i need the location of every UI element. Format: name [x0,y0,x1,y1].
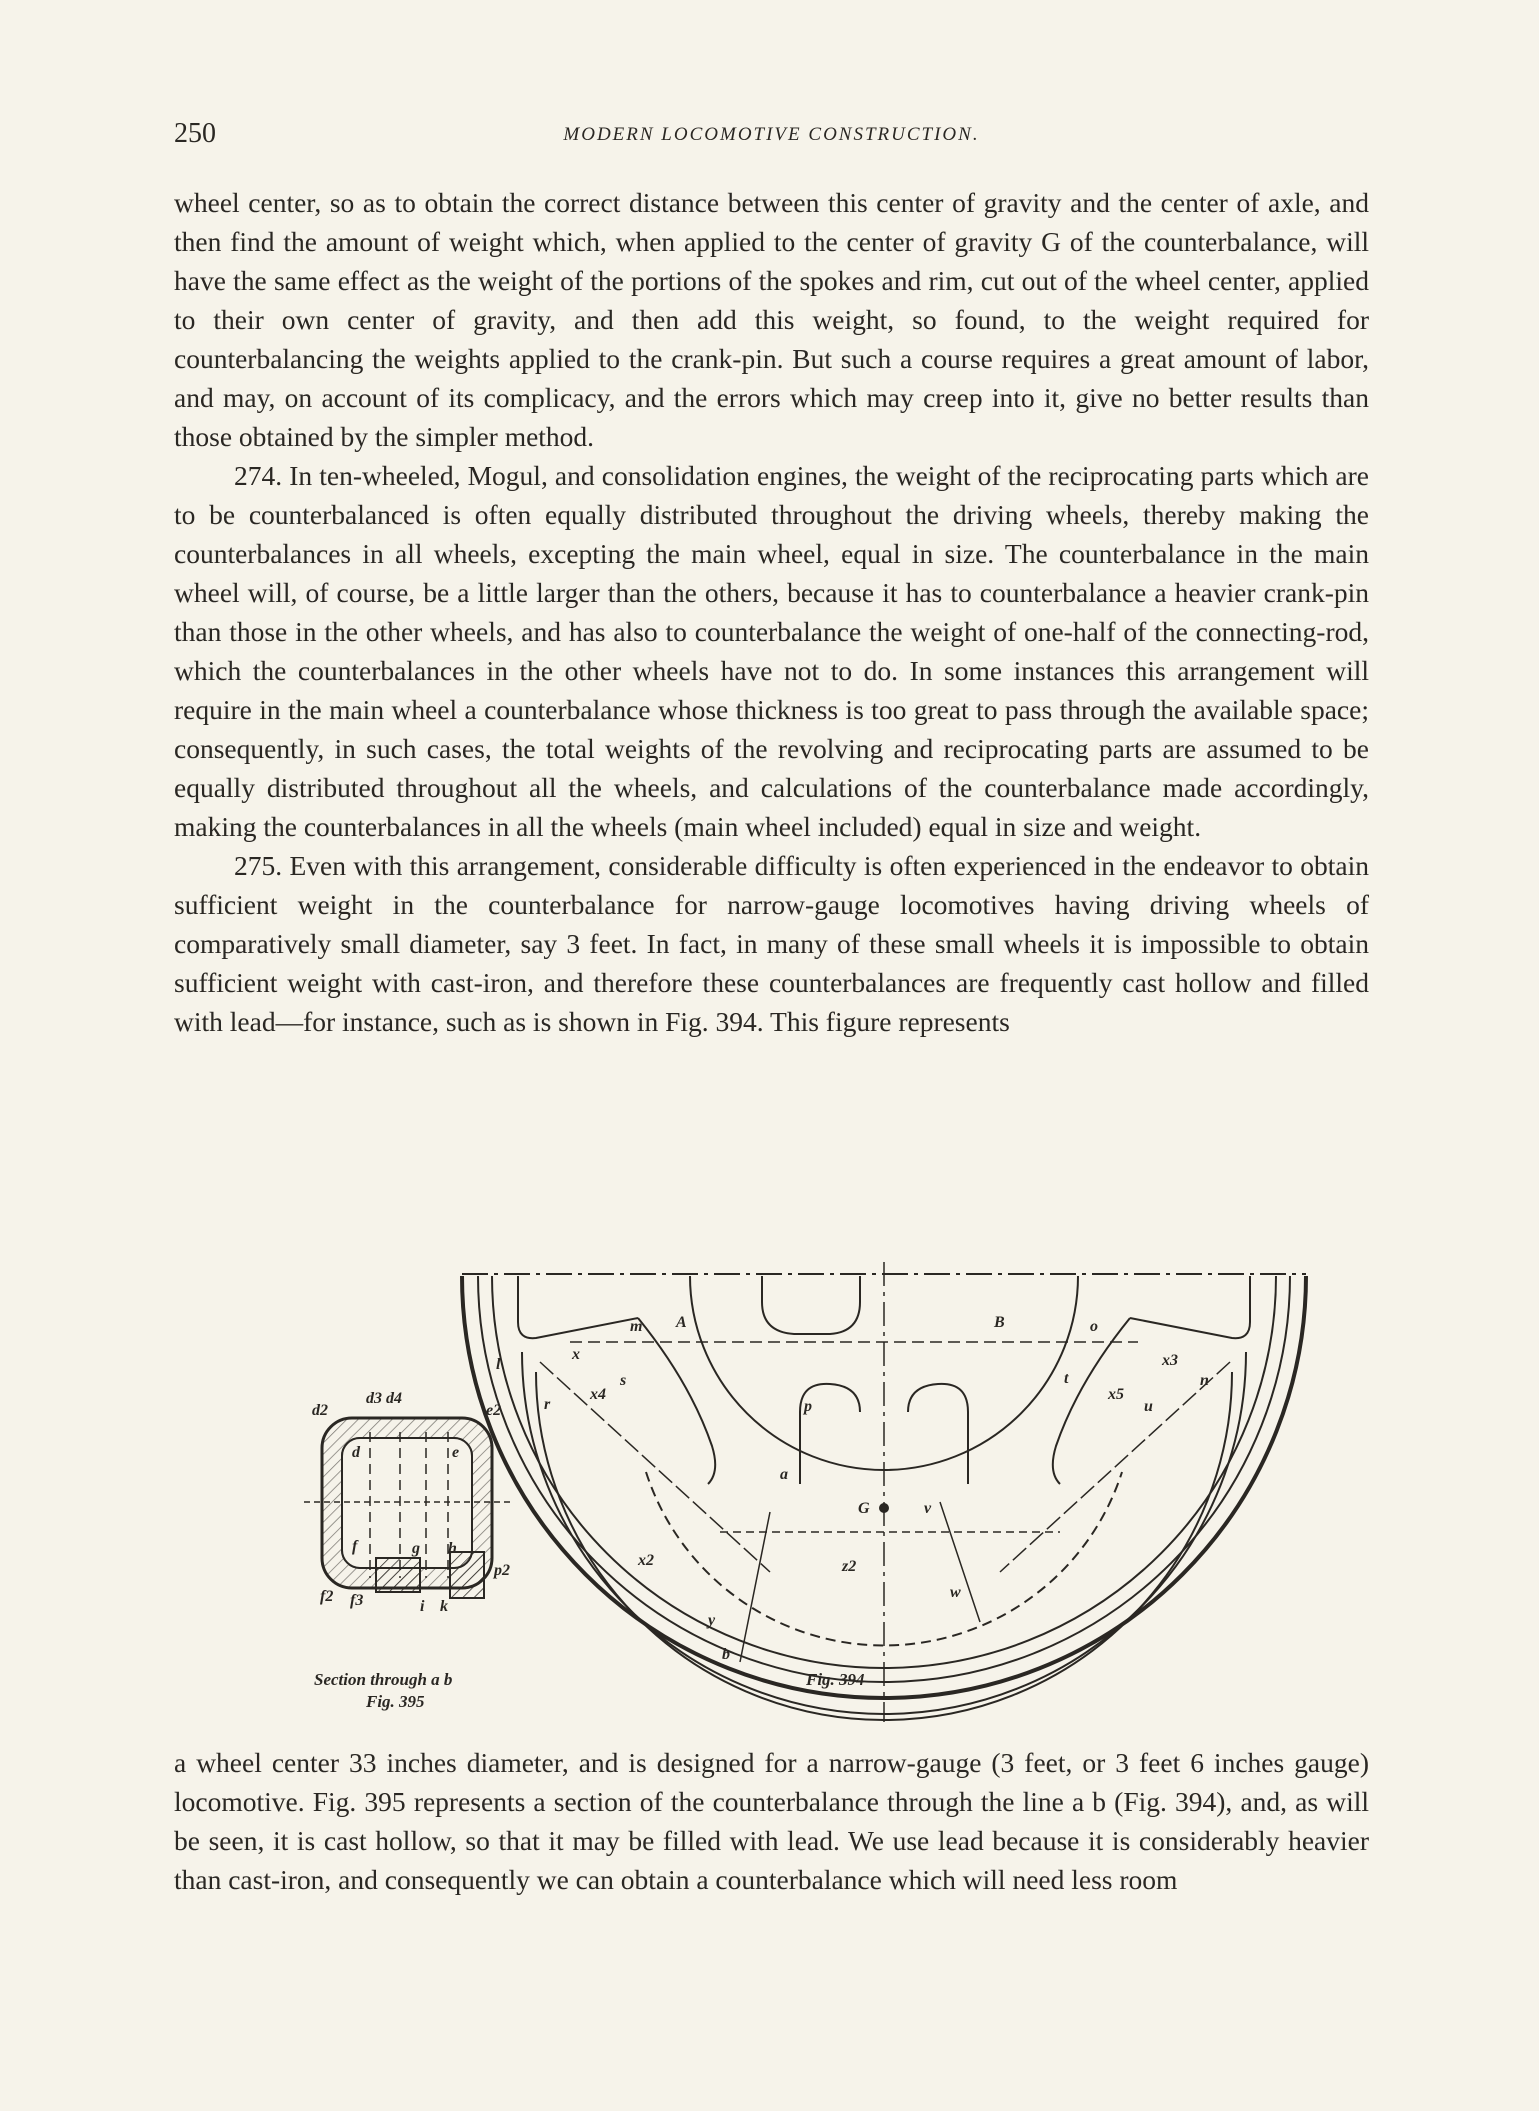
fig-395-drawing [304,1418,510,1598]
fig395-letter-d: d [352,1444,360,1461]
fig394-letter-x4: x4 [590,1386,606,1403]
fig395-letter-f: f [352,1538,358,1555]
fig394-letter-x2: x2 [638,1552,654,1569]
fig-395-caption-line2: Fig. 395 [366,1692,425,1711]
paragraph-275-continued: a wheel center 33 inches diameter, and is designed for a narrow-gauge (3 feet, or 3 feet 6 inches gauge) locomotive. Fig. 395 represents a section of the counterbalance through the line a b (Fig. 394), and, as will be seen, it is cast hollow, so that it may be filled with lead. We use lead because it is considerably heavier than cast-iron, and consequently we can obtain a counterbalance which will need less room [174,1747,1369,1895]
fig394-letter-p: p [804,1398,812,1415]
page-number: 250 [174,118,216,149]
fig395-letter-d3d4: d3 d4 [366,1390,402,1407]
fig394-letter-n: n [1200,1372,1209,1389]
fig395-letter-f2: f2 [320,1588,334,1605]
fig394-letter-s: s [620,1372,627,1389]
fig394-letter-B: B [994,1314,1005,1331]
body-text-bottom [174,1743,1369,1899]
fig394-letter-u: u [1144,1398,1153,1415]
fig395-letter-i: i [420,1598,425,1615]
fig394-letter-x: x [572,1346,580,1363]
fig394-letter-t: t [1064,1370,1069,1387]
fig394-letter-v: v [924,1500,932,1517]
fig394-letter-A: A [676,1314,687,1331]
page-header [174,118,1369,158]
fig394-letter-o: o [1090,1318,1098,1335]
fig394-letter-l: l [496,1356,501,1373]
fig395-letter-g: g [412,1540,420,1557]
running-title: MODERN LOCOMOTIVE CONSTRUCTION. [563,124,980,145]
fig394-letter-b: b [722,1646,730,1663]
fig-395-caption-line1: Section through a b [314,1670,453,1689]
fig394-letter-r: r [544,1396,551,1413]
fig395-letter-p2: p2 [494,1562,510,1579]
fig-394-caption: Fig. 394 [806,1670,865,1689]
fig394-letter-z2: z2 [842,1558,857,1575]
paragraph-275: 275. Even with this arrangement, considerable difficulty is often experienced in the endeavor to obtain sufficient weight in the counterbalance for narrow-gauge locomotives having driving wheels of comparatively small diameter, say 3 feet. In fact, in many of these small wheels it is impossible to obtain sufficient weight with cast-iron, and therefore these counterbalances are frequently cast hollow and filled with lead—for instance, such as is shown in Fig. 394. This figure represents [174,850,1369,1037]
fig394-letter-y: y [708,1612,716,1629]
fig395-letter-k: k [440,1598,448,1615]
fig394-letter-m: m [630,1318,643,1335]
fig-394-drawing [462,1262,1306,1722]
fig394-letter-x3: x3 [1162,1352,1178,1369]
fig394-letter-w: w [950,1584,961,1601]
paragraph-274: 274. In ten-wheeled, Mogul, and consolidation engines, the weight of the reciprocating parts which are to be counterbalanced is often equally distributed throughout the driving wheels, thereby making the counterbalances in all wheels, excepting the main wheel, equal in size. The counterbalance in the main wheel will, of course, be a little larger than the others, because it has to counterbalance a heavier crank-pin than those in the other wheels, and has also to counterbalance the weight of one-half of the connecting-rod, which the counterbalances in the other wheels have not to do. In some instances this arrangement will require in the main wheel a counterbalance whose thickness is too great to pass through the available space; consequently, in such cases, the total weights of the revolving and reciprocating parts are assumed to be equally distributed throughout all the wheels, and calculations of the counterbalance made accordingly, making the counterbalances in all the wheels (main wheel included) equal in size and weight. [174,460,1369,842]
fig395-letter-e: e [452,1444,460,1461]
body-text-top [174,183,1369,1041]
fig395-letter-e2: e2 [486,1402,502,1419]
fig394-letter-x5: x5 [1108,1386,1124,1403]
fig395-letter-d2: d2 [312,1402,328,1419]
technical-drawing [300,1262,1400,1722]
paragraph-continued: wheel center, so as to obtain the correct distance between this center of gravity and the center of axle, and then find the amount of weight which, when applied to the center of gravity G of the counterbalance, will have the same effect as the weight of the portions of the spokes and rim, cut out of the wheel center, applied to their own center of gravity, and then add this weight, so found, to the weight required for counterbalancing the weights applied to the crank-pin. But such a course requires a great amount of labor, and may, on account of its complicacy, and the errors which may creep into it, give no better results than those obtained by the simpler method. [174,187,1369,452]
fig395-letter-h: h [448,1540,457,1557]
fig394-letter-a: a [780,1466,788,1483]
fig394-letter-G: G [858,1500,870,1517]
figure-area [300,1262,1400,1722]
fig395-letter-f3: f3 [350,1592,364,1609]
